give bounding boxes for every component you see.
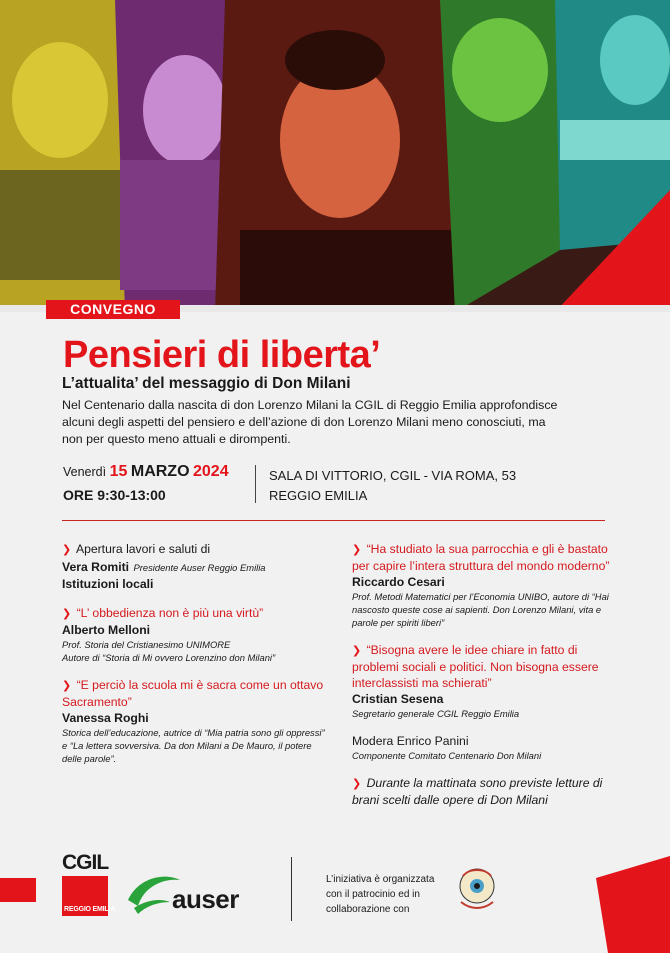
header-photo-collage <box>0 0 670 312</box>
speaker-name: Vera Romiti <box>62 560 130 574</box>
program-item-cesari <box>352 541 624 629</box>
speaker-role: Prof. Metodi Matematici per l’Economia UNIBO, autore di “Hai nascosto queste cose ai sapienti. Don Lorenzo Milani, vita e parole per spiriti liberi” <box>352 591 609 628</box>
patronage-note: L’iniziativa è organizzata con il patrocinio ed in collaborazione con <box>326 874 435 915</box>
section-divider <box>62 520 605 521</box>
speaker-role: Segretario generale CGIL Reggio Emilia <box>352 708 520 719</box>
moderator-name: Enrico Panini <box>396 734 469 748</box>
footer-divider <box>291 857 292 921</box>
decorative-red-shape <box>596 856 670 953</box>
chevron-right-icon: ❯ <box>352 544 362 556</box>
proteo-saperi-logo <box>457 866 497 912</box>
date-venue-divider <box>255 465 256 503</box>
speaker-name: Alberto Melloni <box>62 623 151 637</box>
chevron-right-icon: ❯ <box>352 778 362 790</box>
program-item-melloni <box>62 605 327 664</box>
venue-line-2: REGGIO EMILIA <box>269 488 368 503</box>
chevron-right-icon: ❯ <box>62 544 72 556</box>
program-item-roghi <box>62 677 327 765</box>
page-title: Pensieri di liberta’ <box>63 334 381 376</box>
moderator-role: Componente Comitato Centenario Don Milani <box>352 750 542 761</box>
decorative-red-bar <box>0 878 36 902</box>
opening-line: Apertura lavori e saluti di <box>75 542 211 556</box>
event-venue <box>269 466 516 506</box>
intro-paragraph: Nel Centenario dalla nascita di don Lorenzo Milani la CGIL di Reggio Emilia approfondisce alcuni degli aspetti del pensiero e dell’azione di don Lorenzo Milani meno conosciuti, ma non per questo meno attuali e dirompenti. <box>62 398 558 446</box>
cgil-logo <box>62 851 116 916</box>
talk-quote: “E perciò la scuola mi è sacra come un ottavo Sacramento” <box>62 678 324 709</box>
chevron-right-icon: ❯ <box>352 645 362 657</box>
cgil-red-box <box>62 876 116 916</box>
program-left-column <box>62 541 327 778</box>
talk-quote: “L’ obbedienza non è più una virtù” <box>76 606 264 620</box>
program-item-opening <box>62 541 327 592</box>
chevron-right-icon: ❯ <box>62 608 72 620</box>
speaker-role: Autore di “Storia di Mi ovvero Lorenzino don Milani” <box>62 652 276 663</box>
portrait-collage-image <box>0 0 670 312</box>
event-day: 15 <box>109 463 128 480</box>
speaker-name: Cristian Sesena <box>352 692 444 706</box>
event-month: MARZO <box>130 463 190 480</box>
convegno-tag: CONVEGNO <box>46 300 180 319</box>
event-weekday: Venerdì <box>63 465 107 479</box>
readings-note: Durante la mattinata sono previste letture di brani scelti dalle opere di Don Milani <box>352 776 603 807</box>
proteo-saperi-emblem <box>457 866 497 912</box>
cgil-subtitle: REGGIO EMILIA <box>64 906 116 913</box>
speaker-role: Presidente Auser Reggio Emilia <box>133 562 266 573</box>
auser-logo <box>124 870 264 916</box>
page-subtitle: L’attualita’ del messaggio di Don Milani <box>62 375 351 392</box>
speaker-role: Prof. Storia del Cristianesimo UNIMORE <box>62 639 231 650</box>
speaker-name: Vanessa Roghi <box>62 711 149 725</box>
moderator-prefix: Modera <box>352 734 394 748</box>
speaker-role: Storica dell’educazione, autrice di “Mia patria sono gli oppressi” e “La lettera sovversiva. Da don Milani a De Mauro, il potere delle parole”. <box>62 727 325 764</box>
local-institutions: Istituzioni locali <box>62 577 154 591</box>
program-item-readings <box>352 775 624 808</box>
chevron-right-icon: ❯ <box>62 680 72 692</box>
event-date <box>63 463 229 481</box>
program-item-sesena <box>352 642 624 720</box>
cgil-wordmark: CGIL <box>62 851 109 874</box>
program-right-column <box>352 541 624 821</box>
speaker-name: Riccardo Cesari <box>352 575 445 589</box>
auser-wordmark: auser <box>172 884 239 914</box>
program-item-moderator <box>352 733 624 762</box>
venue-line-1: SALA DI VITTORIO, CGIL - VIA ROMA, 53 <box>269 468 517 483</box>
talk-quote: “Bisogna avere le idee chiare in fatto di problemi sociali e politici. Non bisogna essere interclassisti ma schierati” <box>352 643 599 690</box>
talk-quote: “Ha studiato la sua parrocchia e gli è bastato per capire l’intera struttura del mondo moderno” <box>352 542 610 573</box>
event-time: ORE 9:30-13:00 <box>63 487 166 503</box>
event-year: 2024 <box>193 463 229 480</box>
